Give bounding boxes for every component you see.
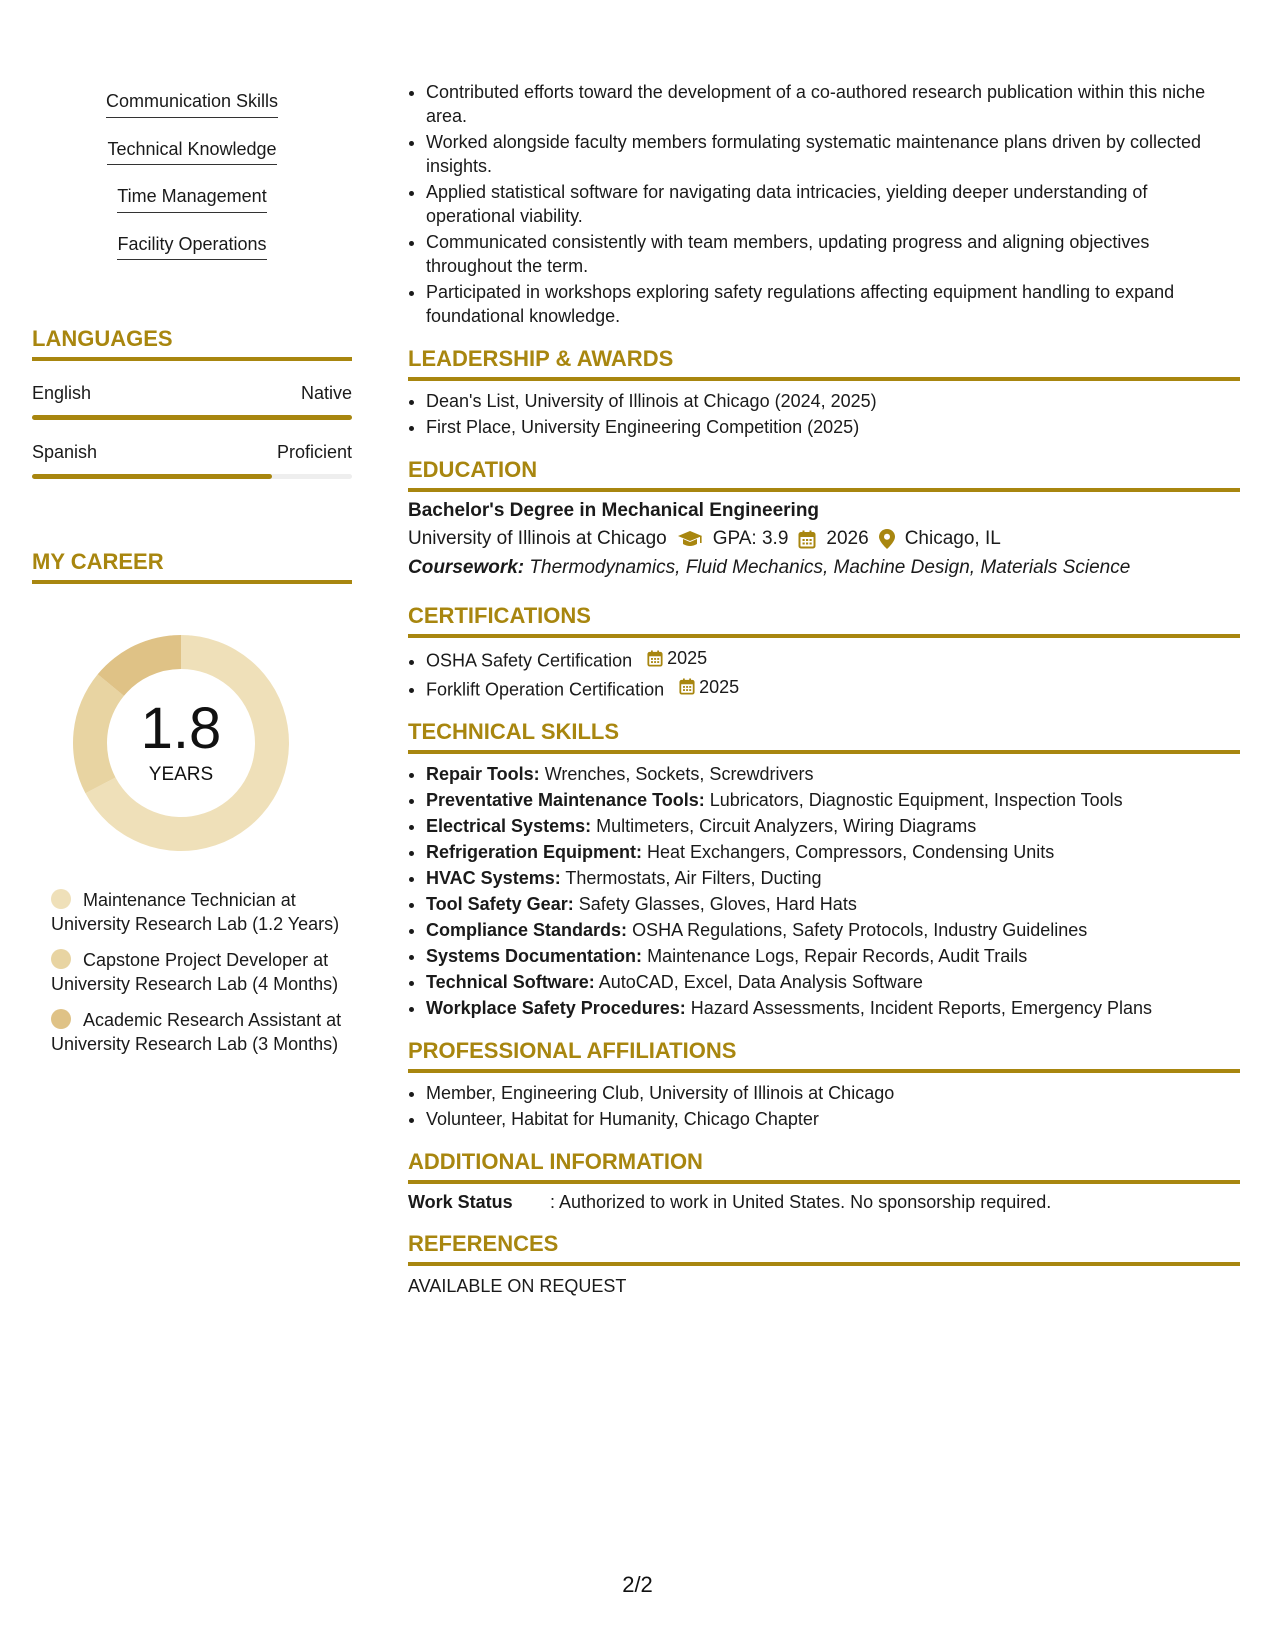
list-item: • Volunteer, Habitat for Humanity, Chicago Chapter xyxy=(426,1107,1240,1131)
skill-tag: Technical Knowledge xyxy=(107,138,276,166)
skill-value: Hazard Assessments, Incident Reports, Emergency Plans xyxy=(690,998,1153,1018)
calendar-icon xyxy=(679,678,695,695)
languages-heading: LANGUAGES xyxy=(32,326,352,361)
skill-tags xyxy=(32,80,352,270)
language-name: Spanish xyxy=(32,442,98,462)
calendar-icon xyxy=(798,530,816,549)
skill-tag: Facility Operations xyxy=(117,233,266,261)
legend-dot xyxy=(51,1009,71,1029)
skill-value: Maintenance Logs, Repair Records, Audit Trails xyxy=(647,946,1028,966)
skill-tag: Communication Skills xyxy=(106,90,278,118)
leadership-list xyxy=(408,389,1240,439)
list-item xyxy=(426,892,1240,916)
skill-label: Technical Software: xyxy=(426,972,595,992)
skill-value: Thermostats, Air Filters, Ducting xyxy=(565,868,822,888)
skill-value: Safety Glasses, Gloves, Hard Hats xyxy=(578,894,857,914)
work-status-label: Work Status xyxy=(408,1192,513,1212)
career-legend-label: Academic Research Assistant at University Research Lab (3 Months) xyxy=(51,1010,342,1054)
affiliations-list xyxy=(408,1081,1240,1131)
list-item xyxy=(426,814,1240,838)
certifications-list xyxy=(408,646,1240,701)
list-item xyxy=(426,918,1240,942)
list-item: • Member, Engineering Club, University of Illinois at Chicago xyxy=(426,1081,1240,1105)
technical-skills-heading: TECHNICAL SKILLS xyxy=(408,719,1240,754)
list-item xyxy=(426,762,1240,786)
language-level: Native xyxy=(300,383,352,403)
skill-value: Heat Exchangers, Compressors, Condensing Units xyxy=(647,842,1055,862)
skill-label: Preventative Maintenance Tools: xyxy=(426,790,705,810)
list-item xyxy=(426,970,1240,994)
list-item xyxy=(426,944,1240,968)
legend-dot xyxy=(51,949,71,969)
certification-name: Forklift Operation Certification xyxy=(426,679,665,699)
list-item: • Contributed efforts toward the development of a co-authored research publication within this niche area. xyxy=(426,80,1240,128)
sidebar xyxy=(32,80,352,1068)
education-gpa: GPA: 3.9 xyxy=(712,528,789,549)
language-bar xyxy=(32,474,352,479)
language-name: English xyxy=(32,383,92,403)
certification-name: OSHA Safety Certification xyxy=(426,650,633,671)
language-level: Proficient xyxy=(276,442,352,462)
skill-label: Tool Safety Gear: xyxy=(426,894,574,914)
education-heading: EDUCATION xyxy=(408,457,1240,492)
list-item xyxy=(426,866,1240,890)
certification-year: 2025 xyxy=(667,648,708,668)
work-status-value: : Authorized to work in United States. No sponsorship required. xyxy=(550,1192,1052,1212)
skill-label: Workplace Safety Procedures: xyxy=(426,998,686,1018)
experience-bullets xyxy=(408,80,1240,328)
language-item xyxy=(32,383,352,420)
list-item: • Worked alongside faculty members formulating systematic maintenance plans driven by collected insights. xyxy=(426,130,1240,178)
list-item: • Communicated consistently with team members, updating progress and aligning objectives throughout the term. xyxy=(426,230,1240,278)
main-content xyxy=(408,80,1240,1297)
career-heading: MY CAREER xyxy=(32,549,352,584)
skill-label: Refrigeration Equipment: xyxy=(426,842,643,862)
certification-year: 2025 xyxy=(699,676,740,697)
additional-info-heading: ADDITIONAL INFORMATION xyxy=(408,1149,1240,1184)
education-school: University of Illinois at Chicago xyxy=(408,528,667,549)
skill-label: Repair Tools: xyxy=(426,764,540,784)
education-year: 2026 xyxy=(826,528,869,549)
education-location: Chicago, IL xyxy=(904,528,1001,549)
graduation-cap-icon xyxy=(677,530,703,548)
certifications-heading: CERTIFICATIONS xyxy=(408,603,1240,638)
language-bar-fill xyxy=(32,415,352,420)
leadership-heading: LEADERSHIP & AWARDS xyxy=(408,346,1240,381)
skill-label: Electrical Systems: xyxy=(426,816,592,836)
list-item xyxy=(426,675,1240,702)
references-heading: REFERENCES xyxy=(408,1231,1240,1266)
education-coursework xyxy=(408,557,1240,579)
list-item xyxy=(426,840,1240,864)
education-degree: Bachelor's Degree in Mechanical Engineering xyxy=(408,500,820,521)
language-item xyxy=(32,442,352,479)
career-legend-item xyxy=(51,888,342,936)
list-item: • Applied statistical software for navigating data intricacies, yielding deeper understanding of operational viability. xyxy=(426,180,1240,228)
location-pin-icon xyxy=(879,529,895,549)
list-item: • Participated in workshops exploring safety regulations affecting equipment handling to expand foundational knowledge. xyxy=(426,280,1240,328)
language-bar xyxy=(32,415,352,420)
technical-skills-list xyxy=(408,762,1240,1020)
skill-label: Systems Documentation: xyxy=(426,946,643,966)
list-item xyxy=(426,996,1240,1020)
page-number: 2/2 xyxy=(622,1572,653,1597)
list-item xyxy=(426,788,1240,812)
coursework-value: Thermodynamics, Fluid Mechanics, Machine Design, Materials Science xyxy=(529,557,1131,578)
career-legend-label: Capstone Project Developer at University Research Lab (4 Months) xyxy=(51,950,339,994)
work-status xyxy=(408,1192,1240,1213)
career-unit: YEARS xyxy=(148,764,214,785)
career-total: 1.8 xyxy=(140,696,222,761)
references-text: AVAILABLE ON REQUEST xyxy=(408,1276,627,1296)
list-item: • First Place, University Engineering Competition (2025) xyxy=(426,415,1240,439)
career-legend-item xyxy=(51,948,342,996)
skill-value: Multimeters, Circuit Analyzers, Wiring Diagrams xyxy=(596,816,977,836)
skill-tag: Time Management xyxy=(117,185,266,213)
skill-label: HVAC Systems: xyxy=(426,868,561,888)
career-legend xyxy=(32,888,352,1056)
legend-dot xyxy=(51,889,71,909)
coursework-label: Coursework: xyxy=(408,557,525,578)
skill-value: OSHA Regulations, Safety Protocols, Industry Guidelines xyxy=(632,920,1088,940)
career-donut xyxy=(66,628,296,858)
list-item xyxy=(426,646,1240,673)
career-legend-item xyxy=(51,1008,342,1056)
education-details xyxy=(408,528,1240,550)
calendar-icon xyxy=(647,650,663,667)
language-bar-fill xyxy=(32,474,272,479)
career-legend-label: Maintenance Technician at University Research Lab (1.2 Years) xyxy=(51,890,340,934)
skill-value: Lubricators, Diagnostic Equipment, Inspection Tools xyxy=(709,790,1123,810)
skill-value: Wrenches, Sockets, Screwdrivers xyxy=(544,764,814,784)
list-item: • Dean's List, University of Illinois at Chicago (2024, 2025) xyxy=(426,389,1240,413)
affiliations-heading: PROFESSIONAL AFFILIATIONS xyxy=(408,1038,1240,1073)
skill-value: AutoCAD, Excel, Data Analysis Software xyxy=(598,972,923,992)
skill-label: Compliance Standards: xyxy=(426,920,628,940)
